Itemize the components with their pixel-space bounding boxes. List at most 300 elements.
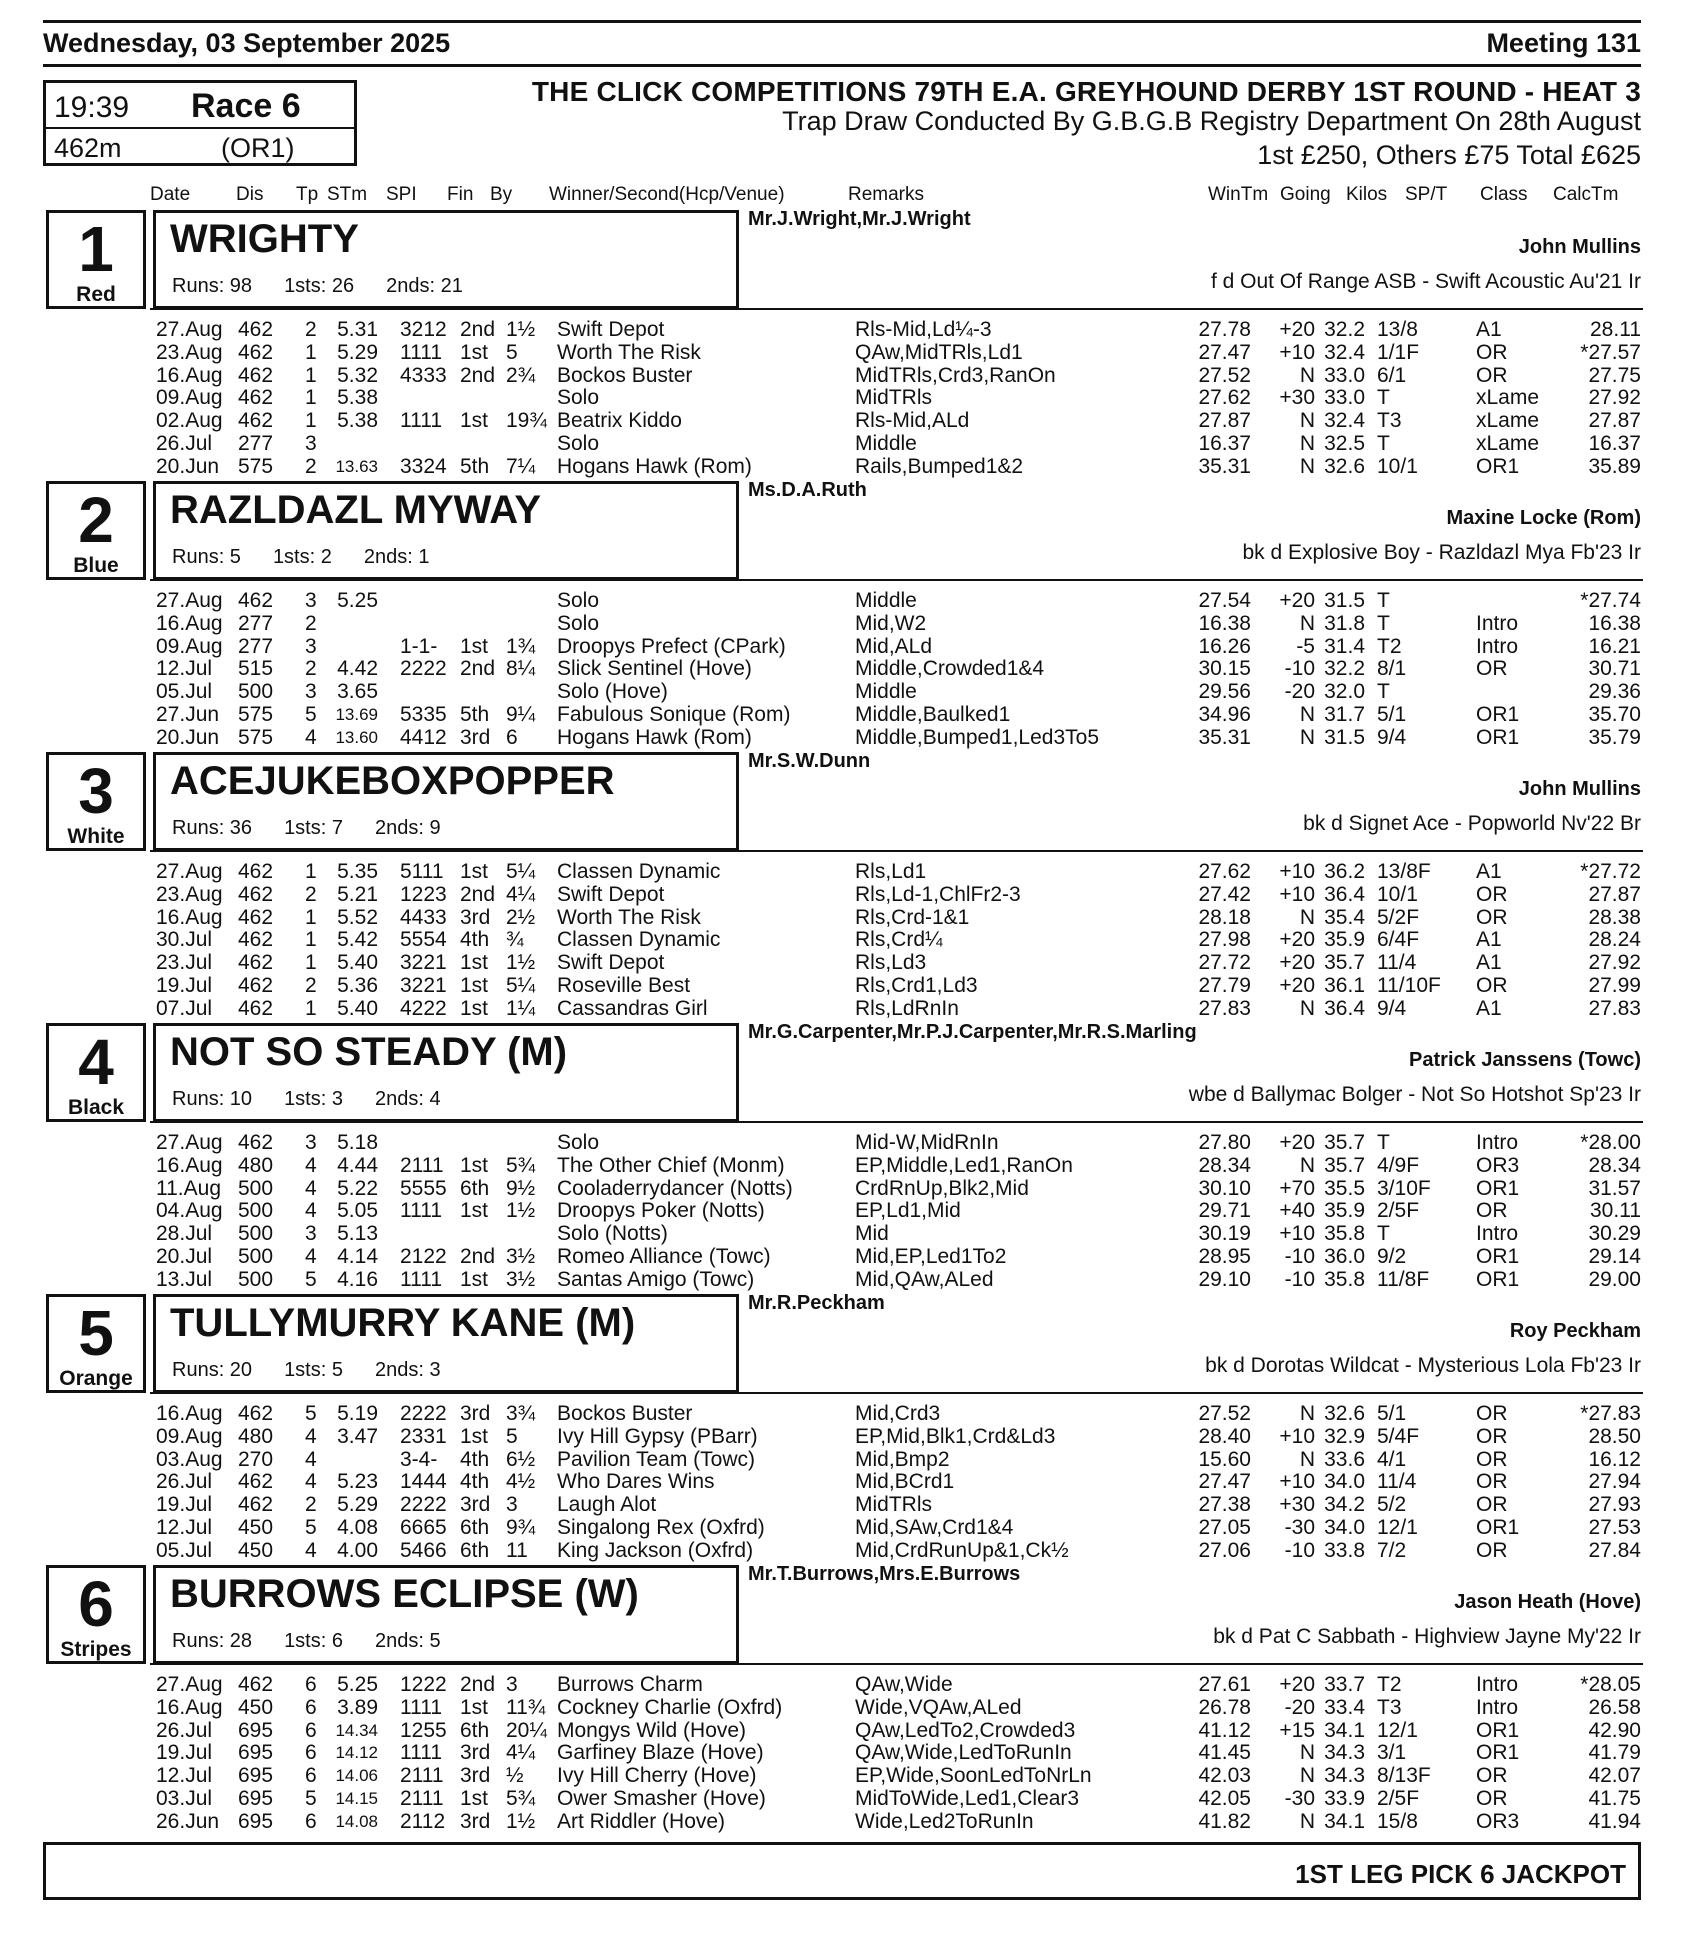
form-calc: 16.12 <box>1588 1447 1641 1471</box>
trap-number: 5 <box>78 1297 114 1369</box>
form-winner: Fabulous Sonique (Rom) <box>557 703 791 726</box>
form-sp: 6/4F <box>1377 928 1420 952</box>
form-going: N <box>1299 1402 1315 1425</box>
form-winner: King Jackson (Oxfrd) <box>557 1538 754 1562</box>
form-dis: 480 <box>238 1424 274 1448</box>
form-winner: Solo <box>557 589 600 612</box>
race-number: Race 6 <box>191 87 301 125</box>
form-stm: 13.63 <box>335 456 378 476</box>
form-tp: 1 <box>305 860 317 883</box>
form-calc: 16.21 <box>1588 634 1641 658</box>
form-spi: 5111 <box>400 860 444 883</box>
form-tp: 5 <box>305 1267 317 1291</box>
form-spi: 5335 <box>400 703 447 726</box>
form-row <box>0 432 1683 455</box>
form-date: 09.Aug <box>156 386 223 410</box>
form-by: ¾ <box>506 928 524 952</box>
form-remarks: Middle <box>855 432 917 455</box>
form-wintm: 35.31 <box>1198 454 1251 478</box>
form-going: N <box>1299 1809 1315 1833</box>
form-kilos: 32.6 <box>1324 1402 1365 1425</box>
form-tp: 1 <box>305 996 317 1020</box>
form-date: 28.Jul <box>156 1222 213 1246</box>
form-winner: Slick Sentinel (Hove) <box>557 657 752 681</box>
form-going: -5 <box>1296 634 1315 658</box>
trap-number: 1 <box>78 213 114 285</box>
dog-breeding: bk d Dorotas Wildcat - Mysterious Lola Fb'23 Ir <box>1205 1354 1641 1377</box>
form-row <box>0 1719 1683 1742</box>
form-fin: 2nd <box>460 363 496 387</box>
form-date: 20.Jul <box>156 1245 213 1268</box>
form-kilos: 35.9 <box>1324 928 1365 952</box>
form-kilos: 36.2 <box>1324 860 1365 883</box>
form-winner: Cassandras Girl <box>557 996 708 1020</box>
form-going: +10 <box>1279 1470 1315 1494</box>
form-stm: 5.36 <box>337 974 378 997</box>
form-dis: 462 <box>238 860 274 883</box>
form-wintm: 27.61 <box>1198 1673 1251 1696</box>
form-sp: 11/8F <box>1377 1267 1430 1291</box>
form-calc: 41.94 <box>1588 1809 1641 1833</box>
form-going: +10 <box>1279 340 1315 364</box>
jackpot-banner <box>43 1842 1641 1900</box>
form-tp: 6 <box>305 1764 317 1788</box>
form-tp: 1 <box>305 386 317 410</box>
dog-name: NOT SO STEADY (M) <box>170 1030 568 1074</box>
form-sp: 10/1 <box>1377 454 1418 478</box>
form-tp: 5 <box>305 1787 317 1810</box>
form-cls: A1 <box>1476 860 1502 883</box>
col-spt: SP/T <box>1405 184 1448 205</box>
trap-box <box>46 752 146 851</box>
form-kilos: 32.5 <box>1324 432 1365 455</box>
form-dis: 500 <box>238 1199 274 1223</box>
form-by: 3 <box>506 1493 518 1517</box>
form-calc: 27.93 <box>1588 1493 1641 1517</box>
form-winner: Droopys Poker (Notts) <box>557 1199 765 1223</box>
form-wintm: 30.15 <box>1198 657 1251 681</box>
form-sp: T2 <box>1377 634 1402 658</box>
form-stm: 5.25 <box>337 1673 378 1696</box>
form-stm: 4.16 <box>337 1267 378 1291</box>
dog-seconds: 2nds: 21 <box>386 275 463 297</box>
form-calc: 41.79 <box>1588 1741 1641 1765</box>
form-stm: 5.19 <box>337 1402 378 1425</box>
form-kilos: 35.7 <box>1324 1131 1365 1154</box>
form-wintm: 27.83 <box>1198 996 1251 1020</box>
form-kilos: 36.1 <box>1324 974 1365 997</box>
form-wintm: 29.10 <box>1198 1267 1251 1291</box>
form-spi: 1111 <box>400 1695 443 1719</box>
form-stm: 14.06 <box>335 1766 378 1786</box>
form-dis: 500 <box>238 1245 274 1268</box>
form-calc: 27.87 <box>1588 882 1641 906</box>
form-kilos: 33.7 <box>1324 1673 1365 1696</box>
form-tp: 3 <box>305 680 317 704</box>
form-wintm: 27.38 <box>1198 1493 1251 1517</box>
race-info-top <box>46 83 354 129</box>
form-by: 4½ <box>506 1470 536 1494</box>
form-fin: 1st <box>460 634 489 658</box>
form-fin: 6th <box>460 1516 490 1539</box>
form-winner: Swift Depot <box>557 951 665 975</box>
form-row <box>0 1131 1683 1154</box>
form-stm: 13.69 <box>335 705 378 724</box>
form-by: 3¾ <box>506 1402 536 1425</box>
form-going: +20 <box>1279 974 1315 997</box>
form-cls: OR <box>1476 363 1508 387</box>
form-kilos: 31.5 <box>1324 725 1365 749</box>
form-kilos: 34.0 <box>1324 1516 1365 1539</box>
form-remarks: MidTRls <box>855 386 932 410</box>
form-cls: OR <box>1476 657 1508 681</box>
dog-runs: Runs: 10 <box>172 1088 253 1110</box>
form-wintm: 27.72 <box>1198 951 1251 975</box>
form-by: 3½ <box>506 1267 536 1291</box>
form-fin: 6th <box>460 1718 490 1742</box>
form-wintm: 16.38 <box>1198 611 1251 635</box>
form-calc: *28.00 <box>1580 1131 1641 1154</box>
form-by: 5¼ <box>506 860 536 883</box>
form-remarks: Rls,Ld3 <box>855 951 927 975</box>
form-spi: 4412 <box>400 725 447 749</box>
form-date: 27.Aug <box>156 589 223 612</box>
form-by: 5 <box>506 1424 518 1448</box>
form-going: +30 <box>1279 1493 1315 1517</box>
form-cls: xLame <box>1476 432 1540 455</box>
form-sp: 8/13F <box>1377 1764 1431 1788</box>
form-date: 12.Jul <box>156 657 213 681</box>
form-calc: 42.90 <box>1588 1718 1641 1742</box>
col-by: By <box>490 184 513 205</box>
form-cls: OR <box>1476 1199 1508 1223</box>
form-dis: 462 <box>238 951 274 975</box>
form-winner: Pavilion Team (Towc) <box>557 1447 756 1471</box>
form-remarks: Mid,Bmp2 <box>855 1447 950 1471</box>
form-wintm: 28.18 <box>1198 905 1251 929</box>
form-by: 4¼ <box>506 1741 536 1765</box>
form-dis: 462 <box>238 1470 274 1494</box>
trap-colour: Orange <box>59 1367 133 1390</box>
form-kilos: 31.8 <box>1324 611 1365 635</box>
trap-box <box>46 1565 146 1664</box>
form-winner: Singalong Rex (Oxfrd) <box>557 1516 765 1539</box>
form-cls: Intro <box>1476 634 1519 658</box>
race-prizes: 1st £250, Others £75 Total £625 <box>1257 140 1641 170</box>
form-row <box>0 1539 1683 1562</box>
form-cls: OR <box>1476 340 1508 364</box>
form-remarks: Rls,Ld1 <box>855 860 927 883</box>
trap-number: 2 <box>78 484 114 556</box>
form-dis: 575 <box>238 725 274 749</box>
form-calc: 29.00 <box>1588 1267 1641 1291</box>
form-spi: 1222 <box>400 1673 447 1696</box>
form-kilos: 32.0 <box>1324 680 1365 704</box>
form-calc: 29.14 <box>1588 1245 1641 1268</box>
form-going: N <box>1299 703 1315 726</box>
form-calc: 16.37 <box>1588 432 1641 455</box>
form-calc: *28.05 <box>1580 1673 1641 1696</box>
form-date: 16.Aug <box>156 1695 223 1719</box>
form-remarks: EP,Mid,Blk1,Crd&Ld3 <box>855 1424 1056 1448</box>
form-sp: 11/4 <box>1377 951 1417 975</box>
form-wintm: 15.60 <box>1198 1447 1251 1471</box>
form-cls: OR <box>1476 974 1508 997</box>
dog-trainer: John Mullins <box>1518 778 1641 800</box>
form-calc: 30.29 <box>1588 1222 1641 1246</box>
form-dis: 462 <box>238 409 274 433</box>
form-fin: 5th <box>460 454 490 478</box>
form-sp: 10/1 <box>1377 882 1418 906</box>
form-row <box>0 1245 1683 1268</box>
form-spi: 3212 <box>400 318 447 341</box>
form-tp: 6 <box>305 1809 317 1833</box>
form-winner: Hogans Hawk (Rom) <box>557 454 752 478</box>
form-spi: 5466 <box>400 1538 447 1562</box>
form-dis: 462 <box>238 1402 274 1425</box>
dog-stats <box>172 817 441 840</box>
form-date: 04.Aug <box>156 1199 223 1223</box>
dog-name-box <box>153 481 739 580</box>
form-tp: 6 <box>305 1718 317 1742</box>
dog-breeding: bk d Signet Ace - Popworld Nv'22 Br <box>1303 812 1641 835</box>
form-sp: 3/1 <box>1377 1741 1407 1765</box>
form-winner: Solo <box>557 1131 600 1154</box>
form-calc: 27.75 <box>1588 363 1641 387</box>
form-wintm: 42.03 <box>1198 1764 1251 1788</box>
form-fin: 3rd <box>460 725 491 749</box>
form-dis: 695 <box>238 1787 274 1810</box>
form-cls: Intro <box>1476 1695 1519 1719</box>
form-tp: 3 <box>305 1131 317 1154</box>
form-stm: 5.05 <box>337 1199 378 1223</box>
form-remarks: QAw,Wide,LedToRunIn <box>855 1741 1072 1765</box>
dog-name-box <box>153 1294 739 1393</box>
form-remarks: Mid,BCrd1 <box>855 1470 955 1494</box>
dog-breeding: wbe d Ballymac Bolger - Not So Hotshot Sp'23 Ir <box>1188 1083 1641 1106</box>
form-kilos: 33.4 <box>1324 1695 1365 1719</box>
trap-colour: Black <box>67 1096 125 1119</box>
form-by: ½ <box>506 1764 524 1788</box>
form-winner: Ower Smasher (Hove) <box>557 1787 766 1810</box>
form-sp: 2/5F <box>1377 1787 1420 1810</box>
form-fin: 4th <box>460 928 490 952</box>
form-tp: 4 <box>305 725 317 749</box>
form-row <box>0 703 1683 726</box>
form-spi: 3324 <box>400 454 447 478</box>
form-dis: 695 <box>238 1809 274 1833</box>
form-by: 11¾ <box>506 1695 546 1719</box>
form-tp: 5 <box>305 703 317 726</box>
form-wintm: 41.45 <box>1198 1741 1251 1765</box>
form-row <box>0 1787 1683 1810</box>
form-cls: OR1 <box>1476 1516 1520 1539</box>
form-row <box>0 364 1683 387</box>
header-rule <box>43 64 1641 67</box>
form-winner: Cockney Charlie (Oxfrd) <box>557 1695 783 1719</box>
form-cls: OR1 <box>1476 725 1520 749</box>
form-date: 11.Aug <box>156 1176 221 1200</box>
form-spi: 1255 <box>400 1718 447 1742</box>
dog-runs: Runs: 5 <box>172 546 241 568</box>
form-kilos: 35.9 <box>1324 1199 1365 1223</box>
form-sp: 7/2 <box>1377 1538 1407 1562</box>
form-dis: 480 <box>238 1153 274 1177</box>
form-tp: 2 <box>305 1493 317 1517</box>
form-wintm: 26.78 <box>1198 1695 1251 1719</box>
form-calc: 27.92 <box>1588 386 1641 410</box>
form-kilos: 32.2 <box>1324 318 1365 341</box>
form-calc: 27.87 <box>1588 409 1641 433</box>
form-row <box>0 1268 1683 1291</box>
form-date: 13.Jul <box>156 1267 213 1291</box>
dog-name-box <box>153 210 739 309</box>
form-remarks: CrdRnUp,Blk2,Mid <box>855 1176 1029 1200</box>
form-remarks: MidToWide,Led1,Clear3 <box>855 1787 1080 1810</box>
form-tp: 5 <box>305 1516 317 1539</box>
form-going: +20 <box>1279 928 1315 952</box>
form-date: 09.Aug <box>156 634 223 658</box>
form-wintm: 27.98 <box>1198 928 1251 952</box>
form-wintm: 28.34 <box>1198 1153 1251 1177</box>
form-by: 1½ <box>506 1199 536 1223</box>
form-fin: 3rd <box>460 905 491 929</box>
form-row <box>0 1696 1683 1719</box>
form-remarks: Mid,CrdRunUp&1,Ck½ <box>855 1538 1069 1562</box>
form-date: 27.Aug <box>156 860 223 883</box>
form-dis: 270 <box>238 1447 274 1471</box>
form-dis: 277 <box>238 634 274 658</box>
form-kilos: 32.6 <box>1324 454 1365 478</box>
form-kilos: 33.6 <box>1324 1447 1365 1471</box>
form-tp: 4 <box>305 1245 317 1268</box>
col-dis: Dis <box>236 184 264 205</box>
form-stm: 5.38 <box>337 386 378 410</box>
trap-colour: Blue <box>73 554 119 577</box>
form-by: 20¼ <box>506 1718 547 1742</box>
form-cls: OR3 <box>1476 1153 1520 1177</box>
form-fin: 1st <box>460 974 489 997</box>
form-fin: 1st <box>460 951 489 975</box>
form-wintm: 41.82 <box>1198 1809 1251 1833</box>
form-cls: OR <box>1476 1764 1508 1788</box>
form-cls: A1 <box>1476 996 1502 1020</box>
form-tp: 6 <box>305 1673 317 1696</box>
form-going: N <box>1299 432 1315 455</box>
form-kilos: 31.5 <box>1324 589 1365 612</box>
form-calc: 41.75 <box>1588 1787 1641 1810</box>
dog-firsts: 1sts: 6 <box>284 1630 343 1652</box>
form-tp: 2 <box>305 657 317 681</box>
form-remarks: EP,Middle,Led1,RanOn <box>855 1153 1073 1177</box>
form-kilos: 32.4 <box>1324 409 1365 433</box>
form-spi: 1111 <box>400 1741 443 1765</box>
form-tp: 4 <box>305 1176 317 1200</box>
form-remarks: Rls,LdRnIn <box>855 996 959 1020</box>
col-going: Going <box>1280 184 1331 205</box>
form-row <box>0 883 1683 906</box>
dog-seconds: 2nds: 5 <box>374 1630 441 1652</box>
form-winner: Bockos Buster <box>557 1402 693 1425</box>
trap-number: 4 <box>78 1026 114 1098</box>
form-fin: 2nd <box>460 318 496 341</box>
form-wintm: 16.37 <box>1198 432 1251 455</box>
form-cls: OR1 <box>1476 1267 1520 1291</box>
form-date: 16.Aug <box>156 1402 223 1425</box>
form-wintm: 30.19 <box>1198 1222 1251 1246</box>
form-date: 02.Aug <box>156 409 223 433</box>
form-calc: 31.57 <box>1588 1176 1641 1200</box>
form-calc: 35.70 <box>1588 703 1641 726</box>
form-going: N <box>1299 725 1315 749</box>
form-spi: 1111 <box>400 409 443 433</box>
form-dis: 500 <box>238 1222 274 1246</box>
form-calc: 27.53 <box>1588 1516 1641 1539</box>
form-fin: 1st <box>460 996 489 1020</box>
form-dis: 462 <box>238 928 274 952</box>
form-date: 27.Aug <box>156 1131 223 1154</box>
form-calc: 30.71 <box>1588 657 1641 681</box>
form-tp: 3 <box>305 1222 317 1246</box>
form-by: 5 <box>506 340 518 364</box>
form-going: N <box>1299 363 1315 387</box>
form-date: 19.Jul <box>156 1741 213 1765</box>
form-fin: 1st <box>460 1153 489 1177</box>
dog-firsts: 1sts: 7 <box>284 817 343 839</box>
form-tp: 6 <box>305 1741 317 1765</box>
form-kilos: 35.7 <box>1324 951 1365 975</box>
form-row <box>0 680 1683 703</box>
form-sp: T2 <box>1377 1673 1402 1696</box>
form-fin: 1st <box>460 1199 489 1223</box>
form-spi: 3221 <box>400 951 447 975</box>
form-wintm: 29.56 <box>1198 680 1251 704</box>
form-by: 11 <box>506 1538 528 1562</box>
form-row <box>0 318 1683 341</box>
form-cls: Intro <box>1476 611 1519 635</box>
dog-breeding: bk d Pat C Sabbath - Highview Jayne My'22 Ir <box>1213 1625 1641 1648</box>
form-remarks: Middle <box>855 680 917 704</box>
form-wintm: 30.10 <box>1198 1176 1251 1200</box>
form-calc: *27.83 <box>1580 1402 1641 1425</box>
form-going: +10 <box>1279 1424 1315 1448</box>
form-spi: 4333 <box>400 363 447 387</box>
form-kilos: 33.8 <box>1324 1538 1365 1562</box>
form-cls: OR1 <box>1476 703 1520 726</box>
form-stm: 3.47 <box>337 1424 378 1448</box>
race-info-box <box>43 80 357 166</box>
form-fin: 6th <box>460 1538 490 1562</box>
form-row <box>0 455 1683 478</box>
form-stm: 5.21 <box>337 882 378 906</box>
trap-number: 6 <box>78 1568 114 1640</box>
form-fin: 2nd <box>460 657 496 681</box>
form-winner: Who Dares Wins <box>557 1470 715 1494</box>
form-winner: Classen Dynamic <box>557 928 721 952</box>
form-stm: 14.08 <box>335 1811 378 1831</box>
dog-owner: Ms.D.A.Ruth <box>748 479 867 501</box>
form-wintm: 27.52 <box>1198 363 1251 387</box>
form-spi: 1-1- <box>400 634 438 658</box>
trap-box <box>46 481 146 580</box>
form-remarks: EP,Wide,SoonLedToNrLn <box>855 1764 1092 1788</box>
form-remarks: Middle,Bumped1,Led3To5 <box>855 725 1100 749</box>
form-kilos: 36.4 <box>1324 996 1365 1020</box>
trap-colour: White <box>67 825 125 848</box>
form-stm: 5.32 <box>337 363 378 387</box>
form-winner: Garfiney Blaze (Hove) <box>557 1741 764 1765</box>
form-wintm: 27.54 <box>1198 589 1251 612</box>
